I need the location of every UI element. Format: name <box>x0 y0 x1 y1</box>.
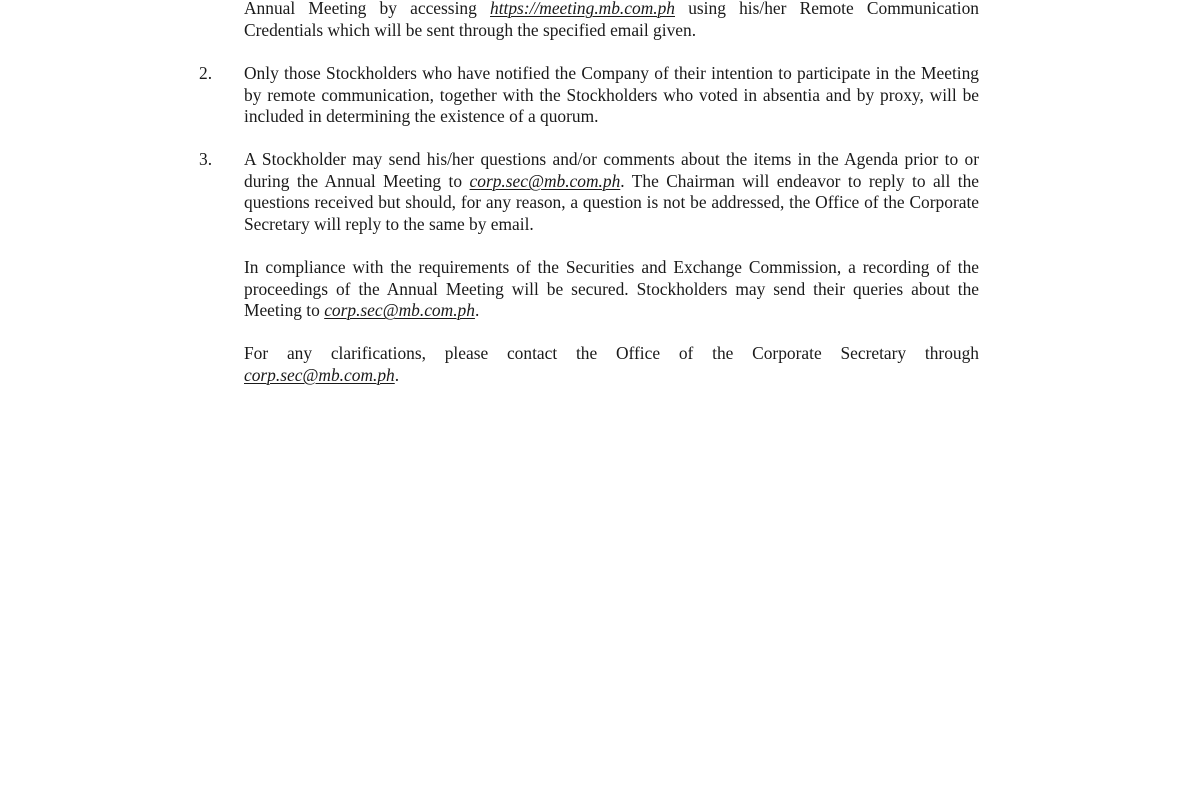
item-1-continuation <box>244 0 979 41</box>
item-2-text: Only those Stockholders who have notified the Company of their intention to participate in the Meeting by remote communication, together with the Stockholders who voted in absentia and by proxy, will be included in determining the existence of a quorum. <box>244 63 979 126</box>
item-3-text <box>244 149 979 235</box>
recording-paragraph <box>244 257 979 322</box>
corp-sec-email-link[interactable]: corp.sec@mb.com.ph <box>244 364 395 385</box>
item-3-number: 3. <box>199 149 213 169</box>
item-3-text-before-link: A Stockholder may send his/her questions and/or comments about the items in the Agenda prior to or during the Annual Meeting to <box>244 149 979 191</box>
item-1-text-after-link: using his/her Remote Communication Credentials which will be sent through the specified email given. <box>244 0 979 40</box>
item-3-text-after-link: . The Chairman will endeavor to reply to all the questions received but should, for any reason, a question is not be addressed, the Office of the Corporate Secretary will reply to the same by email. <box>244 170 979 234</box>
clarifications-text-before-link: For any clarifications, please contact the Office of the Corporate Secretary through <box>244 343 979 363</box>
item-2-number: 2. <box>199 63 213 83</box>
clarifications-text-after-link: . <box>394 364 400 385</box>
corp-sec-email-link[interactable]: corp.sec@mb.com.ph <box>324 300 475 320</box>
clarifications-paragraph <box>244 343 979 386</box>
corp-sec-email-link[interactable]: corp.sec@mb.com.ph <box>469 170 621 191</box>
recording-text-after-link: . <box>474 300 480 320</box>
recording-text-before-link: In compliance with the requirements of the Securities and Exchange Commission, a recording of the proceedings of the Annual Meeting will be secured. Stockholders may send their queries about the Meeting to <box>244 257 979 320</box>
item-1-text-before-link: Annual Meeting by accessing <box>244 0 490 18</box>
meeting-url-link[interactable]: https://meeting.mb.com.ph <box>490 0 675 18</box>
